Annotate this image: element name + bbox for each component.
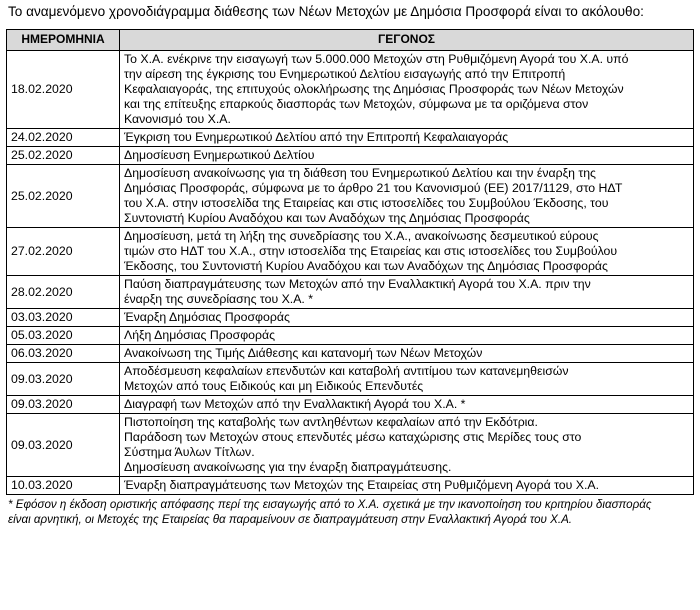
event-cell (120, 345, 694, 363)
event-cell (120, 396, 694, 414)
event-line: Το Χ.Α. ενέκρινε την εισαγωγή των 5.000.000 Μετοχών στη Ρυθμιζόμενη Αγορά του Χ.Α. υπό (124, 52, 629, 66)
event-line: Λήξη Δημόσιας Προσφοράς (124, 328, 276, 342)
table-row (7, 147, 694, 165)
footnote-line: είναι αρνητική, οι Μετοχές της Εταιρείας θα παραμείνουν σε διαπραγμάτευση στην Εναλλακτική Αγορά του Χ.Α. (8, 513, 573, 526)
intro-paragraph: Το αναμενόμενο χρονοδιάγραμμα διάθεσης των Νέων Μετοχών με Δημόσια Προσφορά είναι το ακόλουθο: (8, 4, 644, 19)
event-line: του Χ.Α. στην ιστοσελίδα της Εταιρείας και στις ιστοσελίδες του Συμβούλου Έκδοσης, του (124, 196, 609, 210)
table-header-row (7, 30, 694, 51)
date-cell: 27.02.2020 (7, 228, 120, 276)
event-cell (120, 129, 694, 147)
table-body (7, 51, 694, 495)
event-line: Έγκριση του Ενημερωτικού Δελτίου από την Επιτροπή Κεφαλαιαγοράς (124, 130, 509, 144)
table-row (7, 309, 694, 327)
event-cell (120, 51, 694, 129)
event-line: Ανακοίνωση της Τιμής Διάθεσης και κατανομή των Νέων Μετοχών (124, 346, 483, 360)
event-cell (120, 309, 694, 327)
event-line: Κανονισμό του Χ.Α. (124, 112, 231, 126)
event-cell (120, 228, 694, 276)
date-cell: 03.03.2020 (7, 309, 120, 327)
date-cell: 10.03.2020 (7, 477, 120, 495)
table-row (7, 396, 694, 414)
document-page (0, 3, 700, 610)
event-line: Παύση διαπραγμάτευσης των Μετοχών από την Εναλλακτική Αγορά του Χ.Α. πριν την (124, 277, 591, 291)
table-row (7, 363, 694, 396)
date-cell: 18.02.2020 (7, 51, 120, 129)
table-row (7, 327, 694, 345)
event-line: Έκδοσης, του Συντονιστή Κυρίου Αναδόχου και των Αναδόχων της Δημόσιας Προσφοράς (124, 259, 608, 273)
table-row (7, 228, 694, 276)
date-cell: 24.02.2020 (7, 129, 120, 147)
event-line: Μετοχών από τους Ειδικούς και μη Ειδικούς Επενδυτές (124, 379, 424, 393)
event-line: Σύστημα Άυλων Τίτλων. (124, 445, 255, 459)
date-column-header: ΗΜΕΡΟΜΗΝΙΑ (7, 30, 120, 51)
date-cell: 06.03.2020 (7, 345, 120, 363)
event-line: Κεφαλαιαγοράς, της επιτυχούς ολοκλήρωσης της Δημόσιας Προσφοράς των Νέων Μετοχών (124, 82, 624, 96)
event-line: την αίρεση της έγκρισης του Ενημερωτικού Δελτίου εισαγωγής από την Επιτροπή (124, 67, 566, 81)
date-cell: 25.02.2020 (7, 147, 120, 165)
event-cell (120, 414, 694, 477)
event-column-header: ΓΕΓΟΝΟΣ (120, 30, 694, 51)
date-cell: 25.02.2020 (7, 165, 120, 228)
event-line: Πιστοποίηση της καταβολής των αντληθέντων κεφαλαίων από την Εκδότρια. (124, 415, 538, 429)
event-line: Συντονιστή Κυρίου Αναδόχου και των Αναδόχων της Δημόσιας Προσφοράς (124, 211, 530, 225)
table-row (7, 51, 694, 129)
event-line: Δημοσίευση, μετά τη λήξη της συνεδρίασης του Χ.Α., ανακοίνωσης δεσμευτικού εύρους (124, 229, 599, 243)
table-row (7, 276, 694, 309)
footnote-line: * Εφόσον η έκδοση οριστικής απόφασης περί της εισαγωγής από το Χ.Α. σχετικά με την ικανοποίηση του κριτηρίου διασποράς (8, 498, 652, 511)
event-line: και της επίτευξης επαρκούς διασποράς των Μετοχών, σύμφωνα με τα οριζόμενα στον (124, 97, 589, 111)
date-cell: 28.02.2020 (7, 276, 120, 309)
table-row (7, 165, 694, 228)
event-cell (120, 363, 694, 396)
date-cell: 09.03.2020 (7, 396, 120, 414)
table-row (7, 477, 694, 495)
event-line: Δημοσίευση ανακοίνωσης για τη διάθεση του Ενημερωτικού Δελτίου και την έναρξη της (124, 166, 596, 180)
event-line: Αποδέσμευση κεφαλαίων επενδυτών και καταβολή αντιτίμου των κατανεμηθεισών (124, 364, 569, 378)
event-cell (120, 477, 694, 495)
table-row (7, 345, 694, 363)
event-line: Δημοσίευση Ενημερωτικού Δελτίου (124, 148, 315, 162)
date-cell: 05.03.2020 (7, 327, 120, 345)
event-cell (120, 276, 694, 309)
date-cell: 09.03.2020 (7, 414, 120, 477)
event-cell (120, 327, 694, 345)
event-line: Διαγραφή των Μετοχών από την Εναλλακτική Αγορά του Χ.Α. * (124, 397, 466, 411)
table-row (7, 414, 694, 477)
event-cell (120, 147, 694, 165)
event-line: Δημοσίευση ανακοίνωσης για την έναρξη διαπραγμάτευσης. (124, 460, 452, 474)
date-cell: 09.03.2020 (7, 363, 120, 396)
event-line: Δημόσιας Προσφοράς, σύμφωνα με το άρθρο 21 του Κανονισμού (ΕΕ) 2017/1129, στο ΗΔΤ (124, 181, 623, 195)
event-line: έναρξη της συνεδρίασης του Χ.Α. * (124, 292, 314, 306)
event-line: Έναρξη διαπραγμάτευσης των Μετοχών της Εταιρείας στη Ρυθμιζόμενη Αγορά του Χ.Α. (124, 478, 599, 492)
footnote (8, 497, 694, 527)
event-line: τιμών στο ΗΔΤ του Χ.Α., στην ιστοσελίδα της Εταιρείας και στις ιστοσελίδες του Συμβούλου (124, 244, 618, 258)
timetable (6, 29, 694, 495)
table-row (7, 129, 694, 147)
event-line: Παράδοση των Μετοχών στους επενδυτές μέσω καταχώρισης στις Μερίδες τους στο (124, 430, 582, 444)
event-line: Έναρξη Δημόσιας Προσφοράς (124, 310, 290, 324)
event-cell (120, 165, 694, 228)
